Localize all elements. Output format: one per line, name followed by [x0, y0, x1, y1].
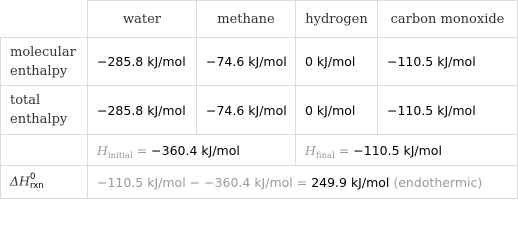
row-label-total-enthalpy: total enthalpy [1, 86, 88, 135]
table-row [1, 86, 518, 135]
cell-value: −110.5 kJ/mol [378, 86, 518, 135]
initial-symbol: H [97, 142, 108, 158]
final-enthalpy-cell [296, 135, 518, 166]
reaction-expression: −110.5 kJ/mol − −360.4 kJ/mol = [97, 174, 312, 190]
empty-cell [1, 135, 88, 166]
cell-value: −285.8 kJ/mol [88, 38, 197, 86]
table-row [1, 38, 518, 86]
summary-row [1, 135, 518, 166]
cell-value: −74.6 kJ/mol [197, 86, 296, 135]
final-symbol: H [305, 142, 316, 158]
cell-value: −74.6 kJ/mol [197, 38, 296, 86]
reaction-scripts [30, 173, 44, 191]
final-subscript: final [315, 150, 335, 161]
reaction-result: 249.9 kJ/mol [311, 174, 390, 190]
initial-subscript: initial [107, 150, 133, 161]
cell-value: −285.8 kJ/mol [88, 86, 197, 135]
reaction-subscript: rxn [29, 181, 44, 191]
final-equals: = [334, 142, 354, 158]
cell-value: 0 kJ/mol [296, 38, 378, 86]
initial-equals: = [132, 142, 152, 158]
reaction-symbol: ΔH [10, 173, 30, 189]
column-header-hydrogen: hydrogen [296, 1, 378, 38]
reaction-superscript: 0 [29, 172, 36, 182]
column-header-methane: methane [197, 1, 296, 38]
cell-value: −110.5 kJ/mol [378, 38, 518, 86]
reaction-label-cell [1, 166, 88, 199]
reaction-note: (endothermic) [389, 174, 483, 190]
final-value: −110.5 kJ/mol [353, 142, 442, 158]
reaction-enthalpy-cell [88, 166, 518, 199]
column-header-water: water [88, 1, 197, 38]
initial-value: −360.4 kJ/mol [151, 142, 240, 158]
corner-cell [1, 1, 88, 38]
cell-value: 0 kJ/mol [296, 86, 378, 135]
reaction-row [1, 166, 518, 199]
header-row [1, 1, 518, 38]
column-header-carbon-monoxide: carbon monoxide [378, 1, 518, 38]
row-label-molecular-enthalpy: molecular enthalpy [1, 38, 88, 86]
initial-enthalpy-cell [88, 135, 296, 166]
